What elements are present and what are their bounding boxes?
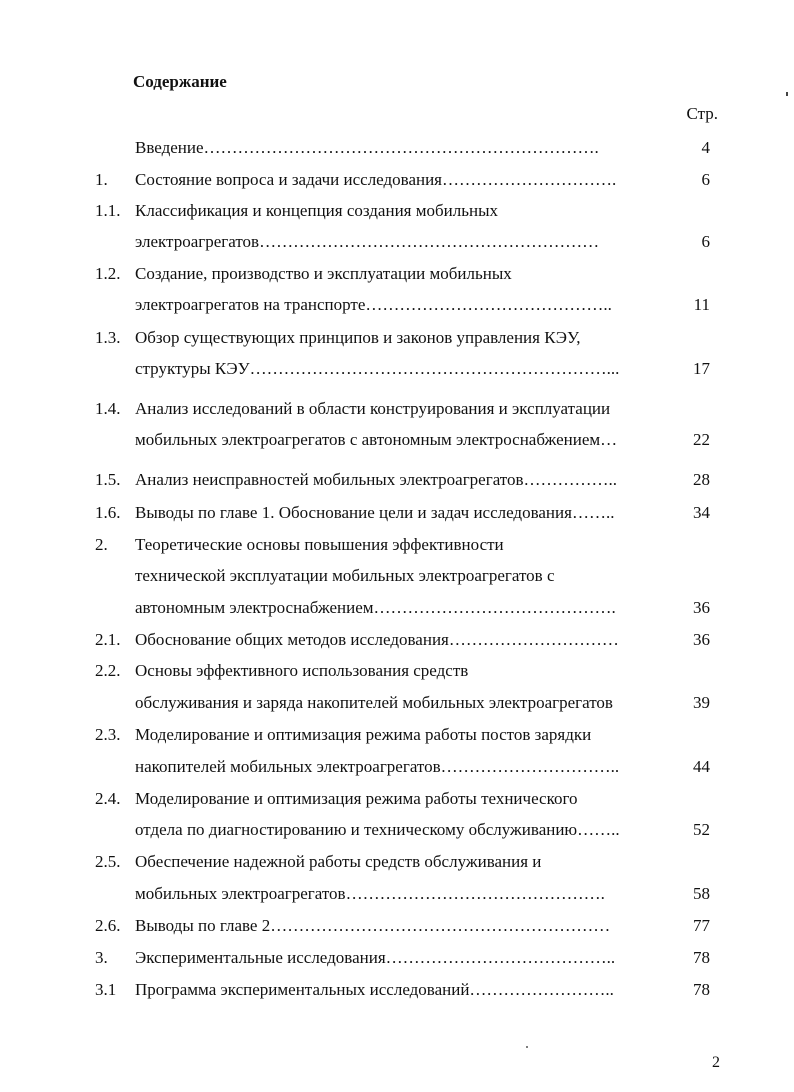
scan-dot [526, 1046, 528, 1048]
toc-line-page: 22 [693, 430, 710, 449]
toc-line-page: 4 [701, 138, 710, 157]
toc-line-title: обслуживания и заряда накопителей мобильных электроагрегатов [135, 693, 613, 712]
toc-line-title: Экспериментальные исследования………………………………….. [135, 948, 616, 967]
toc-line-title: автономным электроснабжением……………………………………. [135, 598, 616, 617]
toc-line-number: 2.6. [95, 916, 121, 935]
toc-line-title: Выводы по главе 1. Обоснование цели и задач исследования…….. [135, 503, 615, 522]
toc-line-number: 3. [95, 948, 108, 967]
toc-line-page: 11 [693, 295, 710, 314]
toc-line-title: Состояние вопроса и задачи исследования…………………………. [135, 170, 617, 189]
toc-line-page: 44 [693, 757, 710, 776]
toc-line-number: 1.6. [95, 503, 121, 522]
toc-line-title: электроагрегатов на транспорте…………………………………….. [135, 295, 612, 314]
toc-line-number: 1.4. [95, 399, 121, 418]
scan-mark [786, 92, 788, 96]
toc-line-number: 3.1 [95, 980, 117, 999]
toc-line-number: 2.4. [95, 789, 121, 808]
toc-line-number: 2.2. [95, 661, 121, 680]
toc-line-title: накопителей мобильных электроагрегатов………………………….. [135, 757, 620, 776]
toc-line-title: Введение……………………………………………………………. [135, 138, 599, 157]
toc-line-title: структуры КЭУ………………………………………………………... [135, 359, 620, 378]
toc-line-number: 1.2. [95, 264, 121, 283]
toc-line-title: Моделирование и оптимизация режима работы постов зарядки [135, 725, 592, 744]
contents-heading: Содержание [133, 72, 227, 91]
toc-line-title: мобильных электроагрегатов………………………………………. [135, 884, 605, 903]
toc-line-page: 28 [693, 470, 710, 489]
toc-line-title: Классификация и концепция создания мобильных [135, 201, 499, 220]
toc-line-page: 17 [693, 359, 710, 378]
toc-line-page: 78 [693, 980, 710, 999]
page-column-label: Стр. [686, 104, 718, 123]
toc-line-number: 2.1. [95, 630, 121, 649]
toc-line-title: Анализ неисправностей мобильных электроагрегатов…………….. [135, 470, 618, 489]
toc-line-title: Обеспечение надежной работы средств обслуживания и [135, 852, 542, 871]
toc-line-page: 6 [701, 232, 710, 251]
toc-line-page: 39 [693, 693, 710, 712]
toc-line-title: мобильных электроагрегатов с автономным электроснабжением… [135, 430, 618, 449]
toc-line-title: отдела по диагностированию и техническому обслуживанию…….. [135, 820, 620, 839]
toc-line-number: 1.1. [95, 201, 121, 220]
toc-line-page: 36 [693, 630, 710, 649]
toc-line-page: 36 [693, 598, 710, 617]
toc-line-number: 1.3. [95, 328, 121, 347]
toc-line-page: 58 [693, 884, 710, 903]
toc-line-page: 34 [693, 503, 710, 522]
toc-line-number: 2.3. [95, 725, 121, 744]
toc-line-number: 1.5. [95, 470, 121, 489]
toc-line-number: 2.5. [95, 852, 121, 871]
toc-line-number: 1. [95, 170, 108, 189]
toc-line-page: 52 [693, 820, 710, 839]
footer-page-number: 2 [712, 1054, 720, 1071]
toc-line-title: Выводы по главе 2…………………………………………………… [135, 916, 611, 935]
toc-line-page: 77 [693, 916, 710, 935]
toc-line-title: Программа экспериментальных исследований…………………….. [135, 980, 614, 999]
toc-line-title: Создание, производство и эксплуатации мобильных [135, 264, 512, 283]
toc-line-title: Теоретические основы повышения эффективности [135, 535, 504, 554]
toc-line-page: 6 [701, 170, 710, 189]
toc-line-title: технической эксплуатации мобильных электроагрегатов с [135, 566, 555, 585]
toc-line-title: Основы эффективного использования средств [135, 661, 469, 680]
toc-line-title: Анализ исследований в области конструирования и эксплуатации [135, 399, 611, 418]
toc-line-title: электроагрегатов…………………………………………………… [135, 232, 600, 251]
toc-line-title: Обзор существующих принципов и законов управления КЭУ, [135, 328, 581, 347]
toc-line-title: Обоснование общих методов исследования………………………… [135, 630, 619, 649]
toc-line-number: 2. [95, 535, 108, 554]
toc-line-page: 78 [693, 948, 710, 967]
toc-line-title: Моделирование и оптимизация режима работы технического [135, 789, 578, 808]
